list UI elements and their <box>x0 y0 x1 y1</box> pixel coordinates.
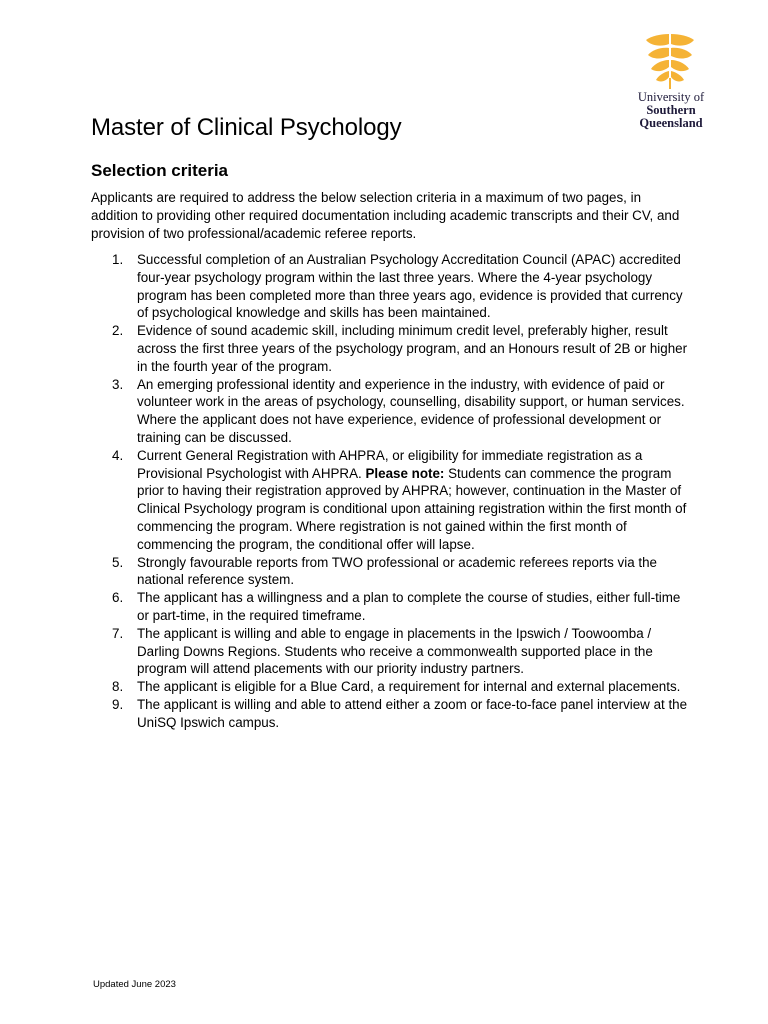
logo-line-2: Southern <box>646 103 696 117</box>
list-item-number: 9. <box>112 696 124 712</box>
list-item <box>91 678 691 696</box>
logo-wordmark <box>626 91 716 130</box>
logo-line-3: Queensland <box>639 116 703 130</box>
list-item-text: Successful completion of an Australian Psychology Accreditation Council (APAC) accredited four-year psychology program within the last three years. Where the 4-year psychology program has been completed more than three years ago, evidence is provided that currency of psychological knowledge and skills has been maintained. <box>137 252 683 321</box>
page-title: Master of Clinical Psychology <box>91 114 402 141</box>
list-item <box>91 696 691 732</box>
unisq-leaf-logo-icon <box>643 32 697 90</box>
list-item-text: Evidence of sound academic skill, including minimum credit level, preferably higher, result across the first three years of the psychology program, and an Honours result of 2B or higher in the fourth year of the program. <box>137 323 688 374</box>
list-item-number: 3. <box>112 376 124 392</box>
list-item <box>91 625 691 678</box>
list-item-number: 4. <box>112 447 124 463</box>
university-logo <box>626 32 716 136</box>
section-heading: Selection criteria <box>91 161 229 180</box>
list-item-number: 2. <box>112 323 124 339</box>
list-item <box>91 251 691 322</box>
list-item-number: 1. <box>112 252 124 267</box>
list-item-text: An emerging professional identity and experience in the industry, with evidence of paid or volunteer work in the areas of psychology, counselling, disability support, or human services. Where the applicant does not have experience, evidence of professional development or training can be discussed. <box>137 376 685 445</box>
please-note-label: Please note: <box>365 465 445 481</box>
logo-line-1: University of <box>637 90 705 104</box>
list-item-number: 6. <box>112 590 124 606</box>
list-item-text: The applicant is willing and able to attend either a zoom or face-to-face panel interview at the UniSQ Ipswich campus. <box>137 696 688 730</box>
list-item <box>91 589 691 625</box>
list-item-text-continued: Students can commence the program prior to having their registration approved by AHPRA; however, continuation in the Master of Clinical Psychology program is conditional upon attaining registration within the first month of commencing the program. Where registration is not gained within the first month of commencing the program, the conditional offer will lapse. <box>137 465 687 552</box>
list-item-number: 7. <box>112 625 124 641</box>
intro-paragraph: Applicants are required to address the below selection criteria in a maximum of two pages, in addition to providing other required documentation including academic transcripts and their CV, and provision of two professional/academic referee reports. <box>91 190 680 241</box>
list-item-text: Strongly favourable reports from TWO professional or academic referees reports via the national reference system. <box>137 554 657 588</box>
selection-criteria-list <box>91 251 691 732</box>
list-item-text: Current General Registration with AHPRA, or eligibility for immediate registration as a Provisional Psychologist with AHPRA. <box>137 447 643 481</box>
list-item-text: The applicant is willing and able to engage in placements in the Ipswich / Toowoomba / Darling Downs Regions. Students who receive a commonwealth supported place in the program will attend placements with our priority industry partners. <box>137 625 653 677</box>
list-item-text: The applicant is eligible for a Blue Card, a requirement for internal and external placements. <box>137 679 681 695</box>
list-item <box>91 554 691 590</box>
list-item-number: 5. <box>112 554 124 570</box>
footer-updated-date: Updated June 2023 <box>93 979 176 990</box>
list-item <box>91 376 691 447</box>
list-item-text: The applicant has a willingness and a plan to complete the course of studies, either full-time or part-time, in the required timeframe. <box>137 590 681 623</box>
list-item <box>91 447 691 554</box>
list-item-number: 8. <box>112 679 124 695</box>
list-item <box>91 322 691 375</box>
